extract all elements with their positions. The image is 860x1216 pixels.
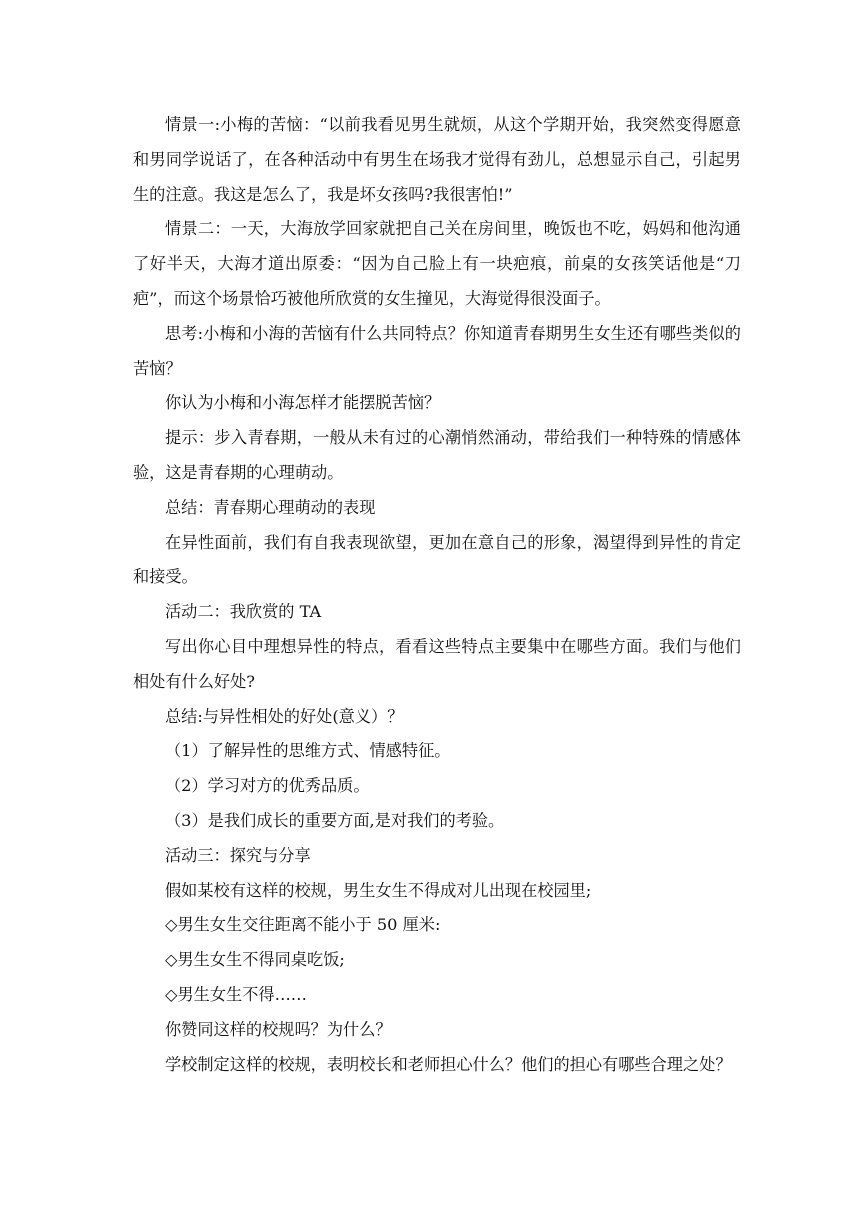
list-item-rule-other: ◇男生女生不得…… [165, 984, 307, 1004]
paragraph-hint: 提示：步入青春期，一般从未有过的心潮悄然涌动，带给我们一种特殊的情感体验，这是青春期的心理萌动。 [133, 428, 741, 482]
list-item-rule-dining: ◇男生女生不得同桌吃饭; [165, 950, 345, 970]
paragraph-activity-two-heading: 活动二：我欣赏的 TA [165, 602, 322, 622]
paragraph-school-rule-intro: 假如某校有这样的校规，男生女生不得成对儿出现在校园里; [165, 880, 592, 900]
paragraph-activity-two-task: 写出你心目中理想异性的特点，看看这些特点主要集中在哪些方面。我们与他们相处有什么好处? [133, 636, 741, 691]
list-item-benefit-3: （3）是我们成长的重要方面,是对我们的考验。 [165, 810, 505, 830]
paragraph-agree-question: 你赞同这样的校规吗？为什么？ [165, 1019, 392, 1039]
paragraph-concern-question: 学校制定这样的校规，表明校长和老师担心什么？他们的担心有哪些合理之处？ [165, 1054, 732, 1074]
list-item-benefit-2: （2）学习对方的优秀品质。 [165, 776, 370, 796]
paragraph-how-to-escape: 你认为小梅和小海怎样才能摆脱苦恼？ [165, 393, 441, 413]
list-item-rule-distance: ◇男生女生交往距离不能小于 50 厘米: [165, 915, 441, 935]
paragraph-activity-three-heading: 活动三：探究与分享 [165, 845, 311, 865]
paragraph-summary-body: 在异性面前，我们有自我表现欲望，更加在意自己的形象，渴望得到异性的肯定和接受。 [133, 532, 741, 587]
paragraph-scenario-two: 情景二：一天，大海放学回家就把自己关在房间里，晚饭也不吃，妈妈和他沟通了好半天，大海才道出原委：“因为自己脸上有一块疤痕，前桌的女孩笑话他是“刀疤”，而这个场景恰巧被他所欣赏的女生撞见，大海觉得很没面子。 [133, 219, 741, 308]
document-body [133, 108, 741, 1082]
paragraph-scenario-one: 情景一:小梅的苦恼：“以前我看见男生就烦，从这个学期开始，我突然变得愿意和男同学说话了，在各种活动中有男生在场我才觉得有劲儿，总想显示自己，引起男生的注意。我这是怎么了，我是坏女孩吗?我很害怕!” [133, 115, 741, 204]
paragraph-think-question: 思考:小梅和小海的苦恼有什么共同特点？你知道青春期男生女生还有哪些类似的苦恼？ [133, 323, 741, 378]
list-item-benefit-1: （1）了解异性的思维方式、情感特征。 [165, 741, 451, 761]
paragraph-benefits-heading: 总结:与异性相处的好处(意义）？ [165, 706, 404, 726]
paragraph-summary-heading: 总结：青春期心理萌动的表现 [165, 497, 376, 517]
